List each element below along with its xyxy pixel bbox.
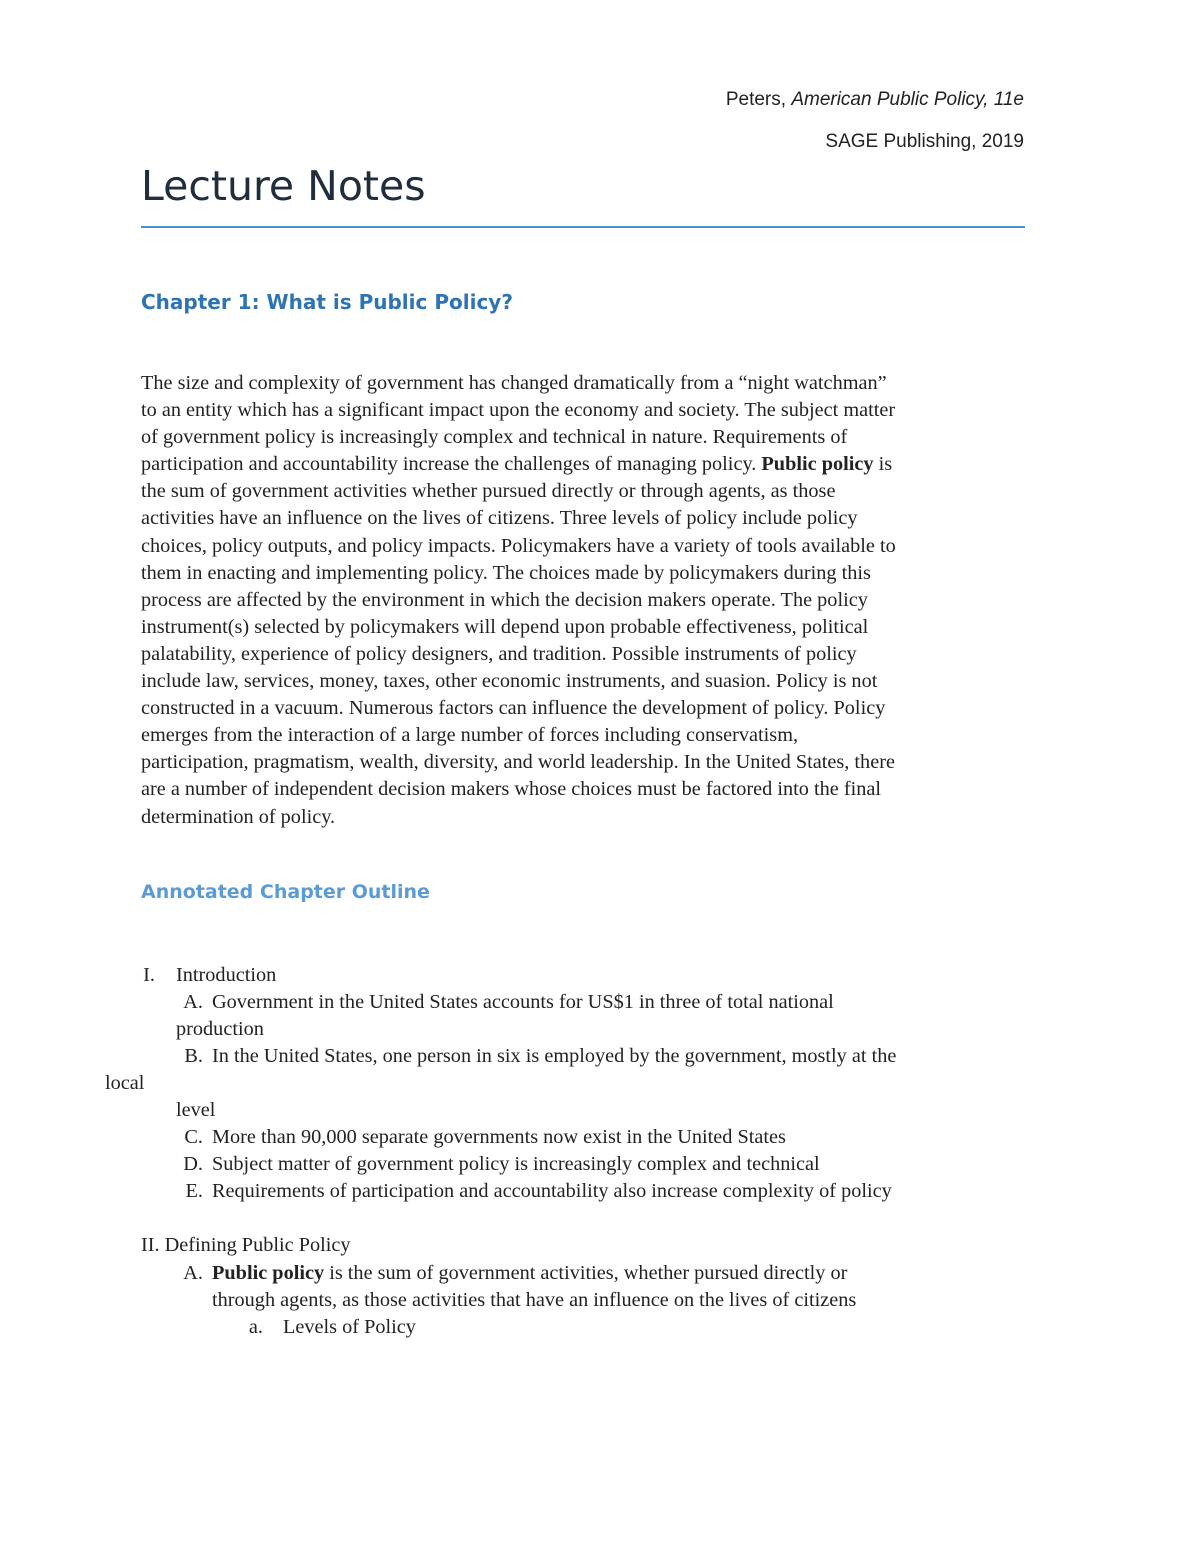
outline-item-1B-line3: level — [176, 1099, 216, 1121]
summary-text: emerges from the interaction of a large number of forces including conservatism, — [141, 724, 799, 747]
summary-line — [141, 641, 1025, 668]
summary-line — [141, 560, 1025, 587]
summary-text: palatability, experience of policy designers, and tradition. Possible instruments of policy — [141, 642, 857, 665]
outline-marker-1A: A. — [183, 991, 203, 1013]
summary-line — [141, 695, 1025, 722]
outline-item-2A-text: is the sum of government activities, whether pursued directly or — [324, 1262, 848, 1284]
summary-line — [141, 424, 1025, 451]
outline-item-1B-line1: In the United States, one person in six is employed by the government, mostly at the — [212, 1045, 897, 1067]
summary-text: The size and complexity of government has changed dramatically from a “night watchman” — [141, 372, 887, 394]
author-name: Peters, — [725, 89, 787, 110]
summary-line — [141, 451, 1025, 478]
summary-text: participation and accountability increase the challenges of managing policy. — [141, 453, 762, 476]
outline-item-introduction: Introduction — [176, 964, 277, 986]
outline-item-1E: Requirements of participation and accountability also increase complexity of policy — [212, 1180, 892, 1202]
summary-line — [141, 804, 1025, 831]
summary-line — [141, 505, 1025, 532]
public-policy-term: Public policy — [761, 453, 874, 476]
summary-text: instrument(s) selected by policymakers will depend upon probable effectiveness, political — [141, 615, 869, 638]
outline-marker-1B: B. — [184, 1045, 203, 1067]
outline-item-1A-line1: Government in the United States accounts for US$1 in three of total national — [212, 991, 834, 1013]
summary-text: activities have an influence on the lives of citizens. Three levels of policy include policy — [141, 507, 858, 530]
summary-text: include law, services, money, taxes, other economic instruments, and suasion. Policy is not — [141, 670, 878, 693]
outline-item-1D: Subject matter of government policy is increasingly complex and technical — [212, 1153, 820, 1175]
summary-text: participation, pragmatism, wealth, diversity, and world leadership. In the United States, there — [141, 751, 895, 774]
summary-text: them in enacting and implementing policy. The choices made by policymakers during this — [141, 561, 871, 584]
summary-line — [141, 722, 1025, 749]
outline-item-1C: More than 90,000 separate governments now exist in the United States — [212, 1126, 786, 1148]
summary-line — [141, 478, 1025, 505]
summary-text: determination of policy. — [141, 805, 336, 828]
public-policy-term: Public policy — [212, 1262, 325, 1284]
outline-item-1B-line2: local — [105, 1072, 145, 1094]
book-title: American Public Policy, 11e — [791, 89, 1024, 110]
outline-heading: Annotated Chapter Outline — [141, 881, 430, 903]
outline-item-defining-public-policy: II. Defining Public Policy — [141, 1234, 351, 1256]
outline-item-2A-line2: through agents, as those activities that have an influence on the lives of citizens — [212, 1289, 857, 1311]
outline-marker-2A: A. — [183, 1262, 203, 1284]
summary-text: to an entity which has a significant impact upon the economy and society. The subject matter — [141, 399, 896, 422]
book-citation — [726, 89, 1024, 111]
summary-text: the sum of government activities whether pursued directly or through agents, as those — [141, 480, 836, 503]
summary-line — [141, 668, 1025, 695]
summary-text: are a number of independent decision makers whose choices must be factored into the final — [141, 778, 882, 801]
summary-text: constructed in a vacuum. Numerous factors can influence the development of policy. Policy — [141, 697, 886, 720]
summary-text: process are affected by the environment in which the decision makers operate. The policy — [141, 588, 868, 611]
outline-marker-I: I. — [143, 964, 155, 986]
summary-line — [141, 776, 1025, 803]
summary-line — [141, 533, 1025, 560]
chapter-summary-paragraph — [141, 370, 1025, 831]
outline-item-levels-of-policy: Levels of Policy — [283, 1316, 416, 1338]
title-divider — [141, 226, 1025, 228]
outline-marker-1C: C. — [184, 1126, 203, 1148]
outline-item-2A-line1 — [212, 1260, 847, 1287]
summary-line — [141, 397, 1025, 424]
summary-line — [141, 749, 1025, 776]
outline-marker-1D: D. — [183, 1153, 203, 1175]
summary-text: choices, policy outputs, and policy impacts. Policymakers have a variety of tools available to — [141, 534, 896, 557]
summary-line — [141, 614, 1025, 641]
document-title: Lecture Notes — [141, 162, 426, 210]
chapter-heading: Chapter 1: What is Public Policy? — [141, 290, 513, 314]
outline-marker-1E: E. — [185, 1180, 203, 1202]
summary-line — [141, 587, 1025, 614]
publisher-line: SAGE Publishing, 2019 — [825, 131, 1024, 152]
outline-item-1A-line2: production — [176, 1018, 264, 1040]
summary-line — [141, 370, 1025, 397]
outline-marker-2Aa: a. — [248, 1316, 263, 1338]
summary-text: is — [873, 453, 893, 476]
summary-text: of government policy is increasingly complex and technical in nature. Requirements of — [141, 426, 848, 449]
